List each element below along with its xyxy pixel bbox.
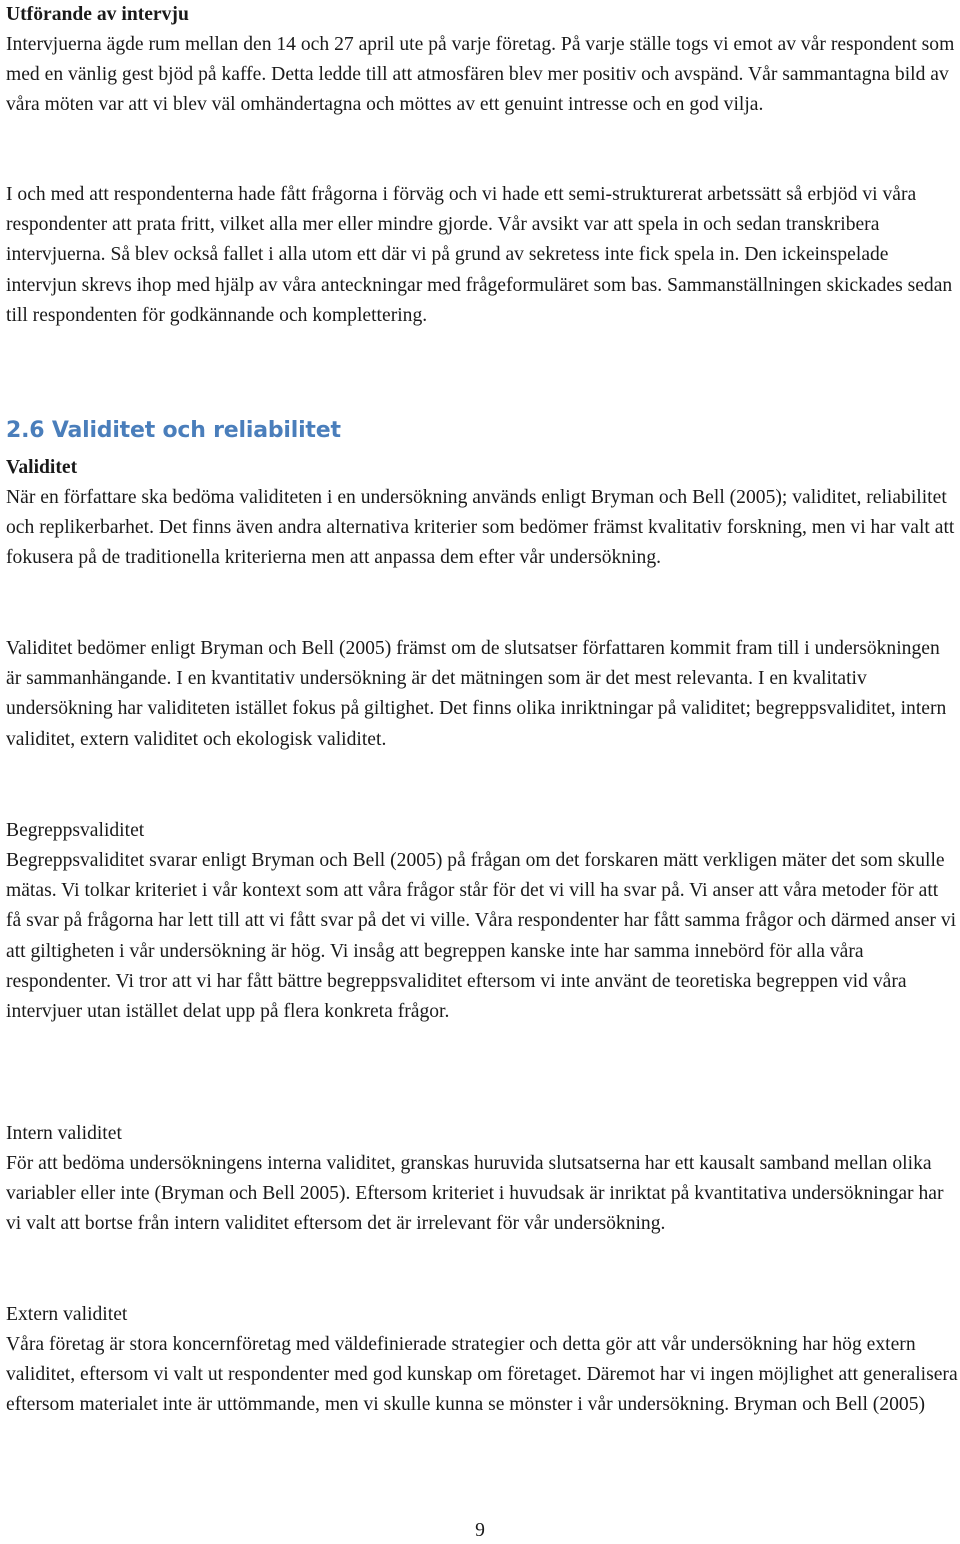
section-heading-utforande: Utförande av intervju — [6, 4, 189, 25]
paragraph-intern-validitet: För att bedöma undersökningens interna validitet, granskas huruvida slutsatserna har ett kausalt samband mellan olika variabler eller inte (Bryman och Bell 2005). Eftersom kriteriet i huvudsak är inriktat på kvantitativa undersökningar har vi valt att bortse från intern validitet eftersom det är irrelevant för vår undersökning. — [6, 1153, 944, 1235]
subheading-intern-validitet: Intern validitet — [6, 1123, 122, 1144]
page-number: 9 — [475, 1520, 485, 1541]
subheading-begreppsvaliditet: Begreppsvaliditet — [6, 820, 145, 841]
subheading-validitet: Validitet — [6, 457, 78, 478]
paragraph-validitet-1: När en författare ska bedöma validiteten i en undersökning används enligt Bryman och Bell (2005); validitet, reliabilitet och replikerbarhet. Det finns även andra alternativa kriterier som bedömer främst kvalitativ forskning, men vi har valt att fokusera på de traditionella kriterierna men att anpassa dem efter vår undersökning. — [6, 487, 955, 569]
paragraph-utforande-2: I och med att respondenterna hade fått frågorna i förväg och vi hade ett semi-strukturerat arbetssätt så erbjöd vi våra respondenter att prata fritt, vilket alla mer eller mindre gjorde. Vår avsikt var att spela in och sedan transkribera intervjuerna. Så blev också fallet i alla utom ett där vi på grund av sekretess inte fick spela in. Den ickeinspelade intervjun skrevs ihop med hjälp av våra anteckningar med frågeformuläret som bas. Sammanställningen skickades sedan till respondenten för godkännande och komplettering. — [6, 184, 953, 326]
paragraph-extern-validitet: Våra företag är stora koncernföretag med väldefinierade strategier och detta gör att vår undersökning har hög extern validitet, eftersom vi valt ut respondenter med god kunskap om företaget. Däremot har vi ingen möjlighet att generalisera eftersom materialet inte är uttömmande, men vi skulle kunna se mönster i vår undersökning. Bryman och Bell (2005) — [6, 1334, 958, 1416]
paragraph-begreppsvaliditet: Begreppsvaliditet svarar enligt Bryman och Bell (2005) på frågan om det forskaren mätt verkligen mäter det som skulle mätas. Vi tolkar kriteriet i vår kontext som att våra frågor står för det vi vill ha svar på. Vi anser att våra metoder för att få svar på frågorna har lett till att vi fått svar på det vi ville. Våra respondenter har fått samma frågor och därmed anser vi att giltigheten i vår undersökning är hög. Vi insåg att begreppen kanske inte har samma innebörd för alla våra respondenter. Vi tror att vi har fått bättre begreppsvaliditet eftersom vi inte använt de teoretiska begreppen vid våra intervjuer utan istället delat upp på flera konkreta frågor. — [6, 850, 957, 1023]
paragraph-utforande-1: Intervjuerna ägde rum mellan den 14 och 27 april ute på varje företag. På varje ställe togs vi emot av vår respondent som med en vänlig gest bjöd på kaffe. Detta ledde till att atmosfären blev mer positiv och avspänd. Vår sammantagna bild av våra möten var att vi blev väl omhändertagna och möttes av ett genuint intresse och en god vilja. — [6, 34, 955, 116]
paragraph-validitet-2: Validitet bedömer enligt Bryman och Bell (2005) främst om de slutsatser författaren kommit fram till i undersökningen är sammanhängande. I en kvantitativ undersökning är det mätningen som är det mest relevanta. I en kvalitativ undersökning har validiteten istället fokus på giltighet. Det finns olika inriktningar på validitet; begreppsvaliditet, intern validitet, extern validitet och ekologisk validitet. — [6, 638, 947, 750]
section-heading-validitet-reliabilitet: 2.6 Validitet och reliabilitet — [6, 418, 341, 443]
subheading-extern-validitet: Extern validitet — [6, 1304, 128, 1325]
